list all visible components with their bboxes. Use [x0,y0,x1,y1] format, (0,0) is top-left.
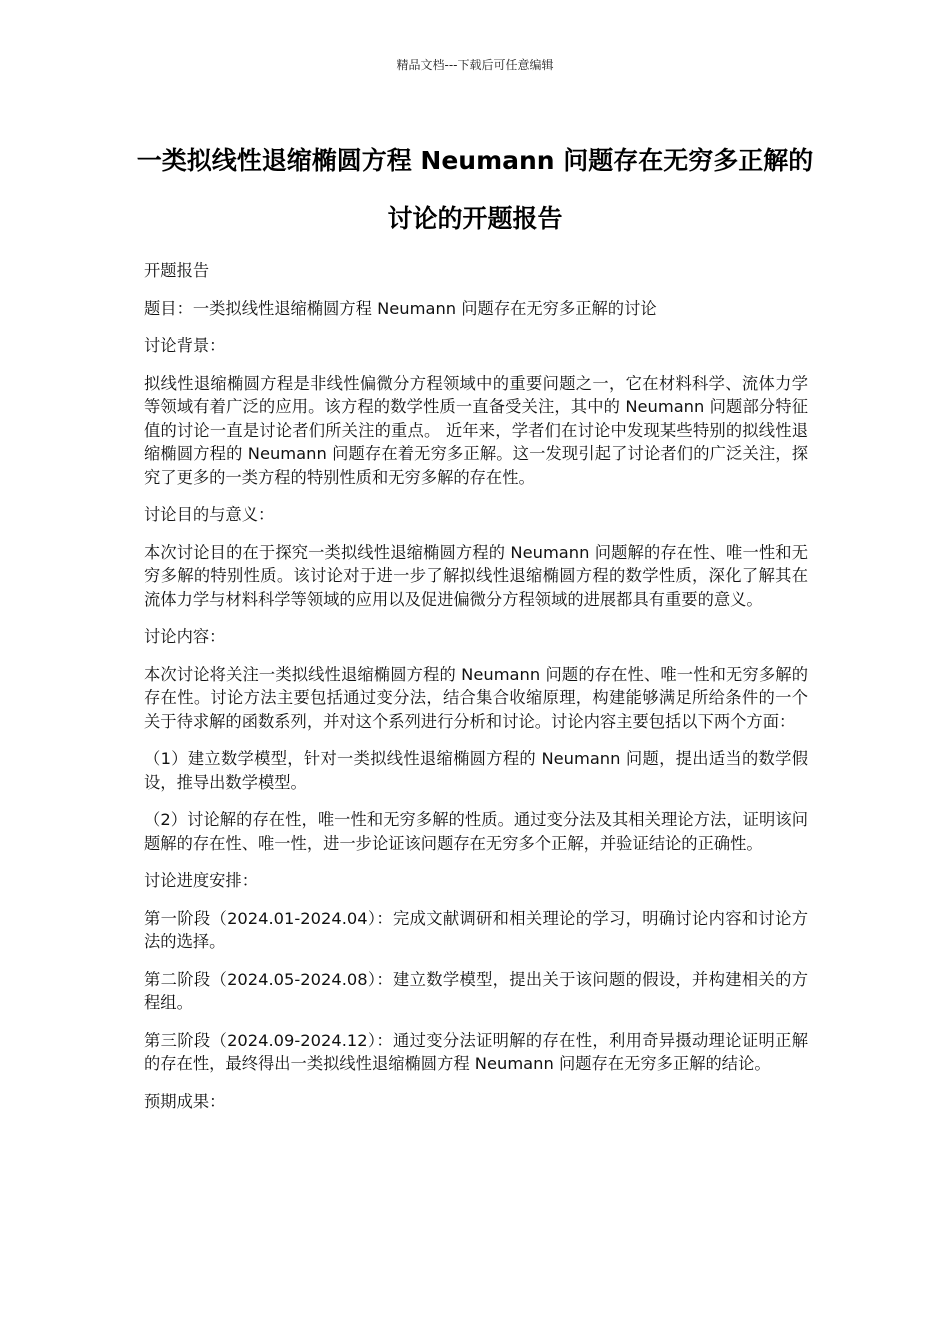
title-line-2: 讨论的开题报告 [387,204,563,233]
title-line-1: 一类拟线性退缩椭圆方程 Neumann 问题存在无穷多正解的 [136,146,814,175]
paragraph-purpose: 本次讨论目的在于探究一类拟线性退缩椭圆方程的 Neumann 问题解的存在性、唯一性和无穷多解的特别性质。该讨论对于进一步了解拟线性退缩椭圆方程的数学性质，深化了解其在流体力学与材料科学等领域的应用以及促进偏微分方程领域的进展都具有重要的意义。 [144,542,808,609]
section-label-report: 开题报告 [144,261,210,280]
paragraph-content: 本次讨论将关注一类拟线性退缩椭圆方程的 Neumann 问题的存在性、唯一性和无穷多解的存在性。讨论方法主要包括通过变分法，结合集合收缩原理，构建能够满足所给条件的一个关于待求解的函数系列，并对这个系列进行分析和讨论。讨论内容主要包括以下两个方面： [144,664,808,731]
document-title [100,132,850,248]
document-body [144,259,808,1127]
schedule-stage-1: 第一阶段（2024.01-2024.04）：完成文献调研和相关理论的学习，明确讨论内容和讨论方法的选择。 [144,908,808,951]
list-item-2: （2）讨论解的存在性，唯一性和无穷多解的性质。通过变分法及其相关理论方法，证明该问题解的存在性、唯一性，进一步论证该问题存在无穷多个正解，并验证结论的正确性。 [144,810,808,853]
section-heading-background: 讨论背景： [144,336,226,355]
schedule-stage-3: 第三阶段（2024.09-2024.12）：通过变分法证明解的存在性，利用奇异摄动理论证明正解的存在性，最终得出一类拟线性退缩椭圆方程 Neumann 问题存在无穷多正解的结论。 [144,1030,808,1073]
list-item-1: （1）建立数学模型，针对一类拟线性退缩椭圆方程的 Neumann 问题，提出适当的数学假设，推导出数学模型。 [144,749,808,792]
section-heading-purpose: 讨论目的与意义： [144,505,275,524]
topic-line: 题目：一类拟线性退缩椭圆方程 Neumann 问题存在无穷多正解的讨论 [144,298,657,318]
section-heading-content: 讨论内容： [144,627,226,646]
header-note: 精品文档---下载后可任意编辑 [396,58,554,72]
section-heading-results: 预期成果： [144,1091,226,1111]
section-heading-schedule: 讨论进度安排： [144,871,258,890]
paragraph-background: 拟线性退缩椭圆方程是非线性偏微分方程领域中的重要问题之一，它在材料科学、流体力学等领域有着广泛的应用。该方程的数学性质一直备受关注，其中的 Neumann 问题部分特征值的讨论一直是讨论者们所关注的重点。 近年来，学者们在讨论中发现某些特别的拟线性退缩椭圆方程的 Neumann 问题存在着无穷多正解。这一发现引起了讨论者们的广泛关注，探究了更多的一类方程的特别性质和无穷多解的存在性。 [144,373,808,487]
schedule-stage-2: 第二阶段（2024.05-2024.08）：建立数学模型，提出关于该问题的假设，并构建相关的方程组。 [144,969,808,1012]
